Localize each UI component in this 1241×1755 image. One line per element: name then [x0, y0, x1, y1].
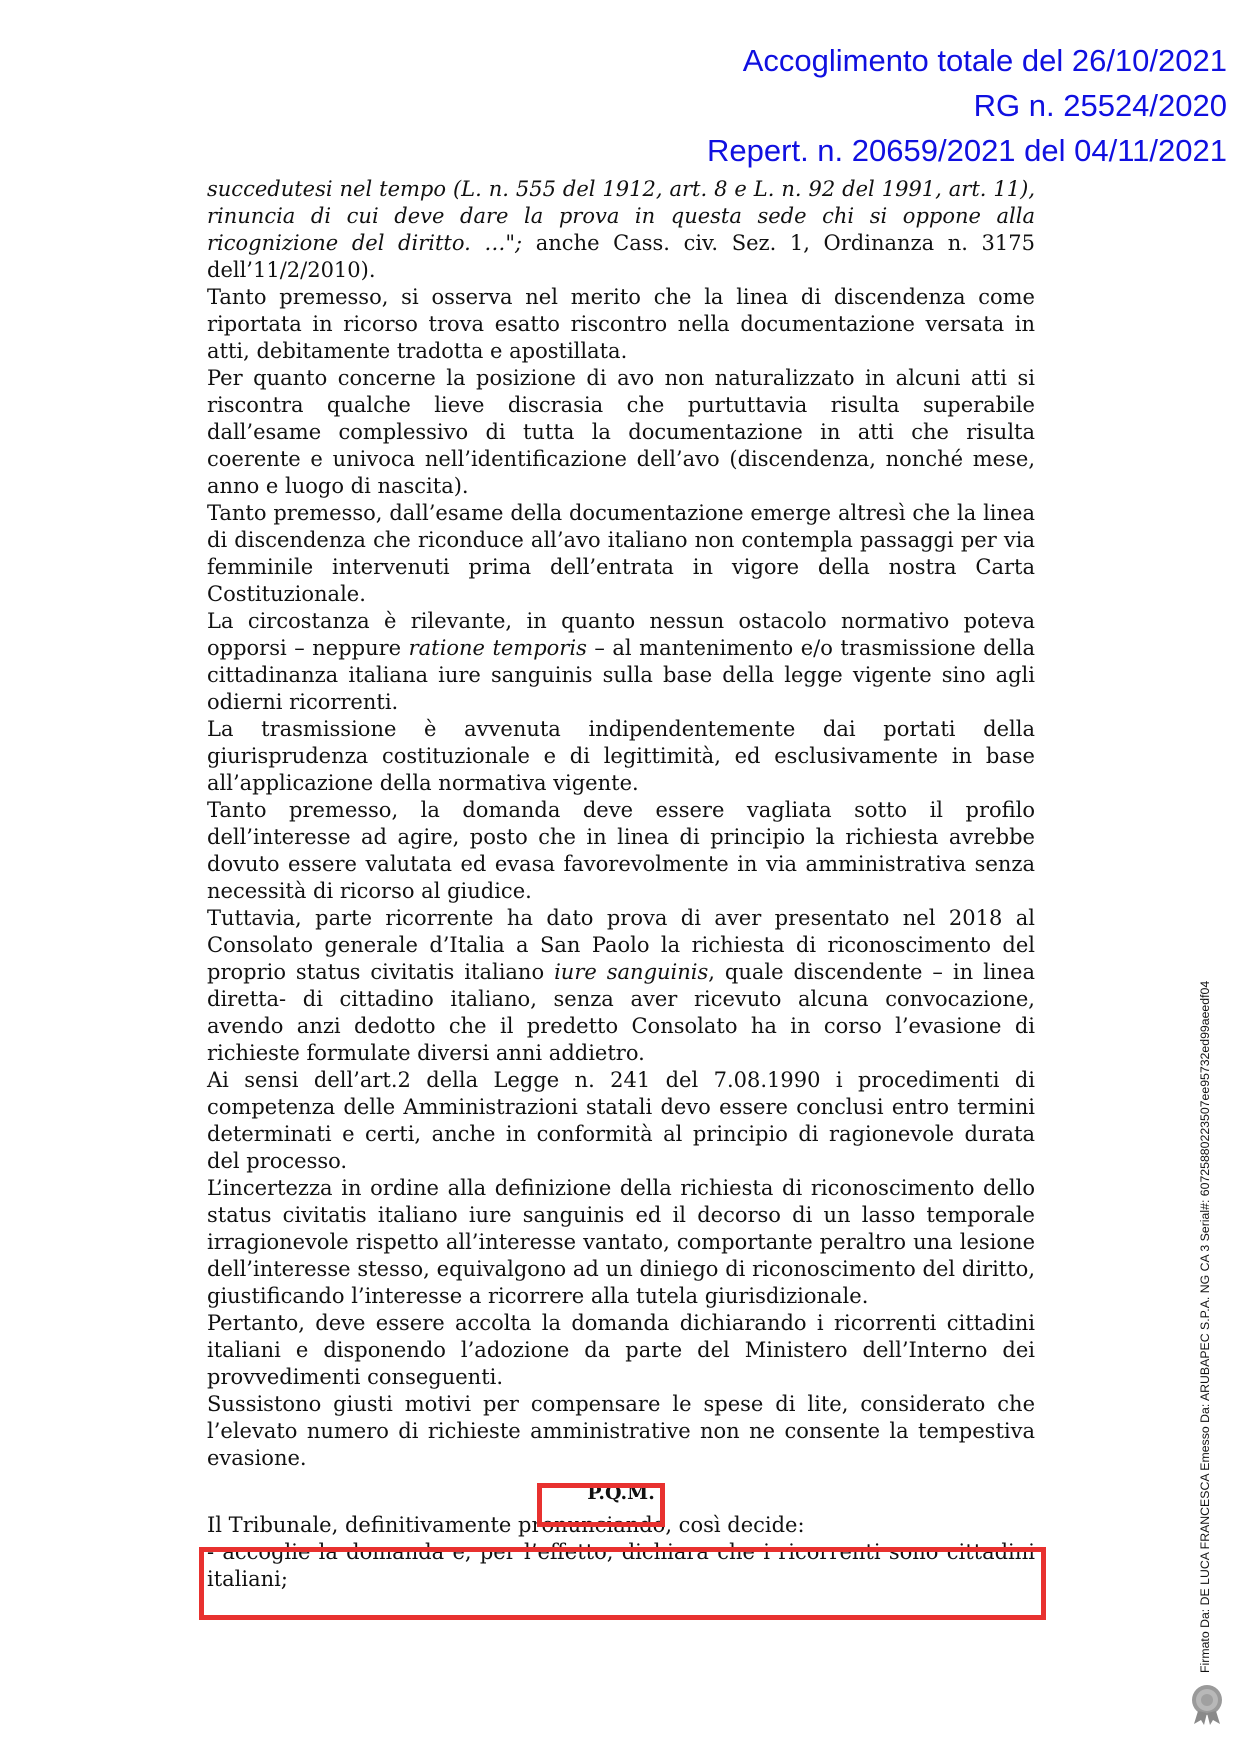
- paragraph: Tanto premesso, dall’esame della documentazione emerge altresì che la linea di discendenza che riconduce all’avo italiano non contempla passaggi per via femminile intervenuti prima dell’entrata in vigore della nostra Carta Costituzionale.: [207, 501, 1035, 606]
- text-run-italic: ratione temporis: [408, 636, 587, 660]
- digital-signature-text: Firmato Da: DE LUCA FRANCESCA Emesso Da: ARUBAPEC S.P.A. NG CA 3 Serial#: 6072588022350​7ee95732ed99aeedf04: [1198, 980, 1212, 1673]
- accoglie-line: - accoglie la domanda e, per l’effetto, dichiara che i ricorrenti sono cittadini italiani;: [207, 1540, 1035, 1591]
- tribunale-line: Il Tribunale, definitivamente pronunciando, così decide:: [207, 1513, 805, 1537]
- text-run: La circostanza è rilevante, in quanto nessun ostacolo normativo poteva opporsi – neppure: [207, 609, 1035, 660]
- paragraph: Tanto premesso, la domanda deve essere vagliata sotto il profilo dell’interesse ad agire, posto che in linea di principio la richiesta avrebbe dovuto essere valutata ed evasa favorevolmente in via amministrativa senza necessità di ricorso al giudice.: [207, 798, 1035, 903]
- decision-highlight-box: [199, 1547, 1046, 1620]
- pqm-highlight-box: [537, 1483, 665, 1527]
- paragraph: Pertanto, deve essere accolta la domanda dichiarando i ricorrenti cittadini italiani e disponendo l’adozione da parte del Ministero dell’Interno dei provvedimenti conseguenti.: [207, 1311, 1035, 1389]
- citation-regular: anche Cass. civ. Sez. 1, Ordinanza n. 3175 dell’11/2/2010).: [207, 231, 1035, 282]
- header-accoglimento: Accoglimento totale del 26/10/2021: [742, 43, 1227, 78]
- pqm-heading: P.Q.M.: [587, 1482, 655, 1504]
- text-run: Tuttavia, parte ricorrente ha dato prova di aver presentato nel 2018 al Consolato generale d’Italia a San Paolo la richiesta di riconoscimento del proprio status civitatis italiano: [207, 906, 1035, 984]
- paragraph-citation: [207, 176, 1035, 284]
- header-rg-number: RG n. 25524/2020: [973, 88, 1227, 123]
- document-body: [207, 176, 1035, 1593]
- paragraph: Per quanto concerne la posizione di avo non naturalizzato in alcuni atti si riscontra qualche lieve discrasia che purtuttavia risulta superabile dall’esame complessivo di tutta la documentazione in atti che risulta coerente e univoca nell’identificazione dell’avo (discendenza, nonché mese, anno e luogo di nascita).: [207, 366, 1035, 498]
- text-run-italic: iure sanguinis: [554, 960, 709, 984]
- paragraph: Tanto premesso, si osserva nel merito che la linea di discendenza come riportata in ricorso trova esatto riscontro nella documentazione versata in atti, debitamente tradotta e apostillata.: [207, 285, 1035, 363]
- paragraph: Ai sensi dell’art.2 della Legge n. 241 del 7.08.1990 i procedimenti di competenza delle Amministrazioni statali devo essere conclusi entro termini determinati e certi, anche in conformità al principio di ragionevole durata del processo.: [207, 1068, 1035, 1173]
- seal-icon: [1184, 1680, 1230, 1726]
- text-run: – al mantenimento e/o trasmissione della cittadinanza italiana iure sanguinis sulla base della legge vigente sino agli odierni ricorrenti.: [207, 636, 1035, 714]
- text-run: , quale discendente – in linea diretta- di cittadino italiano, senza aver ricevuto alcuna convocazione, avendo anzi dedotto che il predetto Consolato ha in corso l’evasione di richieste formulate diversi anni addietro.: [207, 960, 1035, 1065]
- citation-italic: succedutesi nel tempo (L. n. 555 del 1912, art. 8 e L. n. 92 del 1991, art. 11), rinuncia di cui deve dare la prova in questa sede chi si oppone alla ricognizione del diritto. …";: [207, 177, 1035, 255]
- paragraph-circostanza: [207, 608, 1035, 716]
- document-header: [707, 38, 1227, 173]
- paragraph: Sussistono giusti motivi per compensare le spese di lite, considerato che l’elevato numero di richieste amministrative non ne consente la tempestiva evasione.: [207, 1392, 1035, 1470]
- paragraph: La trasmissione è avvenuta indipendentemente dai portati della giurisprudenza costituzionale e di legittimità, ed esclusivamente in base all’applicazione della normativa vigente.: [207, 717, 1035, 795]
- header-repertorio: Repert. n. 20659/2021 del 04/11/2021: [707, 133, 1227, 168]
- paragraph: L’incertezza in ordine alla definizione della richiesta di riconoscimento dello status civitatis italiano iure sanguinis ed il decorso di un lasso temporale irragionevole rispetto all’interesse vantato, comportante peraltro una lesione dell’interesse stesso, equivalgono ad un diniego di riconoscimento del diritto, giustificando l’interesse a ricorrere alla tutela giurisdizionale.: [207, 1176, 1035, 1308]
- paragraph-tuttavia: [207, 905, 1035, 1067]
